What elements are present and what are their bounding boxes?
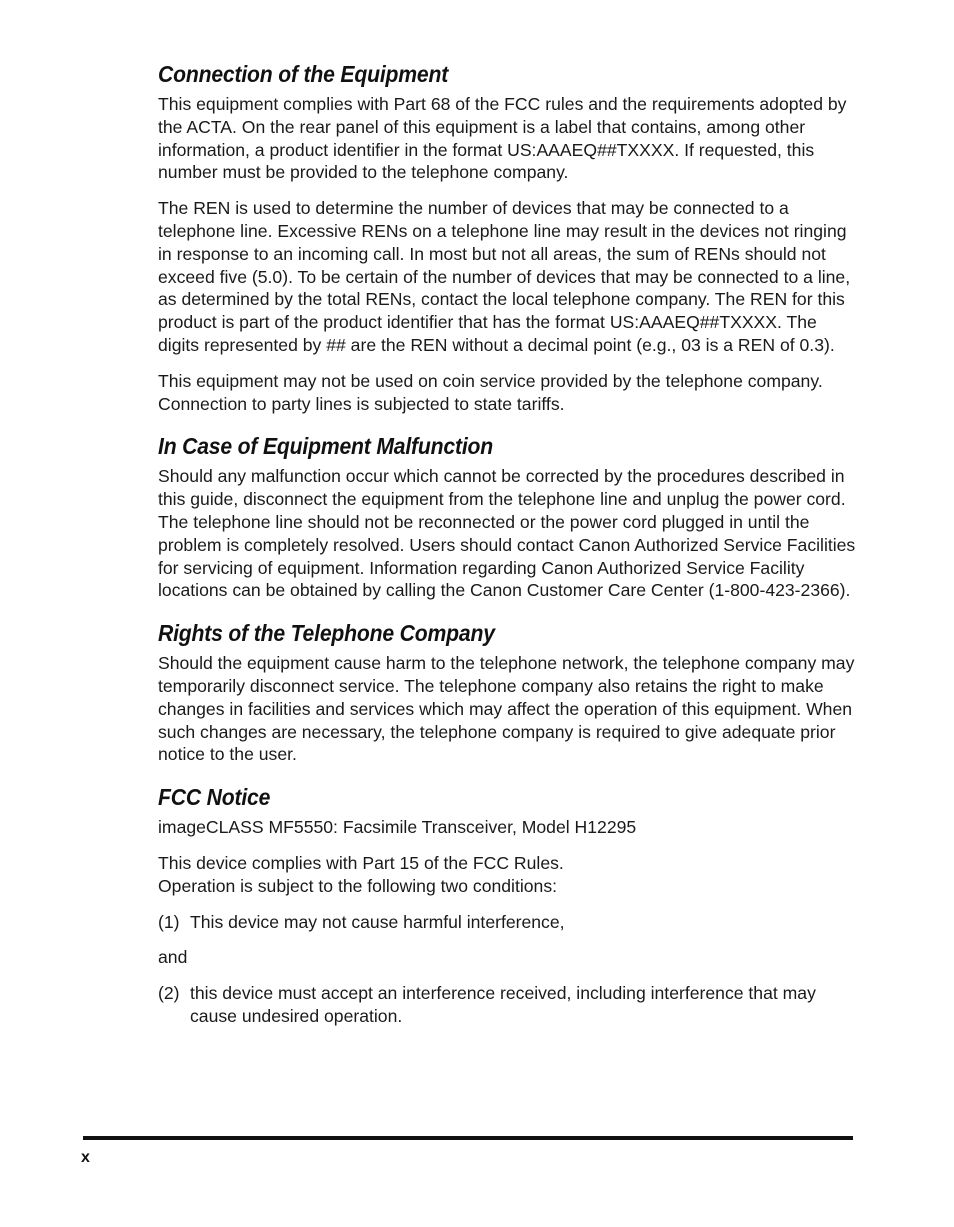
fcc-condition-1-number: (1) [158, 911, 180, 932]
section-heading-fcc-notice: FCC Notice [158, 784, 271, 811]
paragraph-connection-coin-service: This equipment may not be used on coin service provided by the telephone company. Connection to party lines is subjected to state tariffs. [158, 370, 823, 414]
fcc-model-line: imageCLASS MF5550: Facsimile Transceiver, Model H12295 [158, 817, 637, 838]
fcc-condition-2-text: this device must accept an interference received, including interference that may cause undesired operation. [190, 983, 816, 1026]
paragraph-malfunction: Should any malfunction occur which cannot be corrected by the procedures described in this guide, disconnect the equipment from the telephone line and unplug the power cord. The telephone line should not be reconnected or the power cord plugged in until the problem is completely resolved. Users should contact Canon Authorized Service Facilities for servicing of equipment. Information regarding Canon Authorized Service Facility locations can be obtained by calling the Canon Customer Care Center (1-800-423-2366). [158, 466, 856, 601]
fcc-compliance-line-2: Operation is subject to the following two conditions: [158, 875, 558, 896]
fcc-condition-1 [158, 911, 858, 934]
fcc-condition-2 [158, 982, 858, 1028]
paragraph-telephone-rights: Should the equipment cause harm to the telephone network, the telephone company may temporarily disconnect service. The telephone company also retains the right to make changes in facilities and services which may affect the operation of this equipment. When such changes are necessary, the telephone company is required to give adequate prior notice to the user. [158, 653, 855, 765]
fcc-condition-2-number: (2) [158, 983, 180, 1004]
section-heading-connection: Connection of the Equipment [158, 61, 449, 87]
paragraph-connection-ren: The REN is used to determine the number of devices that may be connected to a telephone line. Excessive RENs on a telephone line may result in the devices not ringing in response to an incoming call. In most but not all areas, the sum of RENs should not exceed five (5.0). To be certain of the number of devices that may be connected to a line, as determined by the total RENs, contact the local telephone company. The REN for this product is part of the product identifier that has the format US:AAAEQ##TXXXX. The digits represented by ## are the REN without a decimal point (e.g., 03 is a REN of 0.3). [158, 198, 851, 355]
section-heading-telephone-rights: Rights of the Telephone Company [158, 620, 495, 647]
footer-rule [83, 1136, 853, 1140]
paragraph-connection-part68: This equipment complies with Part 68 of the FCC rules and the requirements adopted by the ACTA. On the rear panel of this equipment is a label that contains, among other information, a product identifier in the format US:AAAEQ##TXXXX. If requested, this number must be provided to the telephone company. [158, 94, 847, 183]
fcc-compliance-statement [158, 852, 858, 898]
page-number: x [81, 1149, 90, 1166]
document-body [158, 58, 858, 1028]
fcc-condition-1-text: This device may not cause harmful interference, [190, 911, 565, 932]
section-heading-malfunction: In Case of Equipment Malfunction [158, 433, 494, 460]
fcc-compliance-line-1: This device complies with Part 15 of the FCC Rules. [158, 852, 564, 873]
fcc-conjunction: and [158, 947, 188, 968]
